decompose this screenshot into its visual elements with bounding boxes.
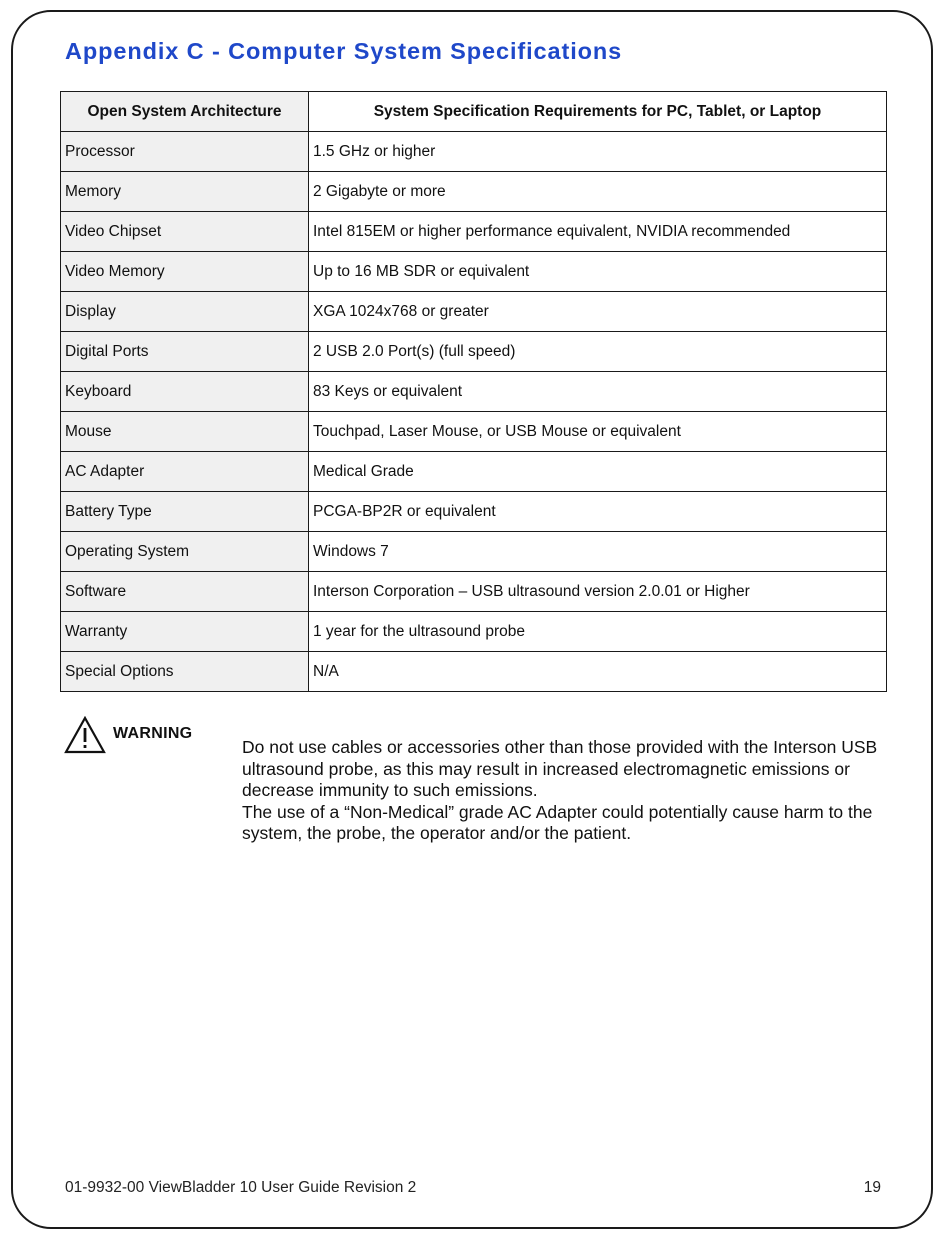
- spec-label: Processor: [61, 132, 309, 172]
- spec-value: Medical Grade: [309, 452, 887, 492]
- table-row: [61, 212, 887, 252]
- spec-label: Display: [61, 292, 309, 332]
- spec-label: Keyboard: [61, 372, 309, 412]
- table-row: [61, 372, 887, 412]
- table-row: [61, 412, 887, 452]
- table-row: [61, 172, 887, 212]
- column-header-requirements: System Specification Requirements for PC, Tablet, or Laptop: [309, 92, 887, 132]
- spec-label: Memory: [61, 172, 309, 212]
- spec-value: PCGA-BP2R or equivalent: [309, 492, 887, 532]
- spec-value: 1 year for the ultrasound probe: [309, 612, 887, 652]
- spec-value: XGA 1024x768 or greater: [309, 292, 887, 332]
- spec-label: AC Adapter: [61, 452, 309, 492]
- spec-label: Video Memory: [61, 252, 309, 292]
- spec-value: 1.5 GHz or higher: [309, 132, 887, 172]
- warning-label: WARNING: [113, 725, 193, 742]
- spec-label: Special Options: [61, 652, 309, 692]
- spec-label: Digital Ports: [61, 332, 309, 372]
- table-row: [61, 292, 887, 332]
- spec-value: 83 Keys or equivalent: [309, 372, 887, 412]
- page-title: Appendix C - Computer System Specifications: [65, 38, 623, 64]
- spec-value: Intel 815EM or higher performance equivalent, NVIDIA recommended: [309, 212, 887, 252]
- table-row: [61, 492, 887, 532]
- spec-value: Up to 16 MB SDR or equivalent: [309, 252, 887, 292]
- warning-text: [242, 737, 882, 845]
- warning-paragraph-cables: Do not use cables or accessories other than those provided with the Interson USB ultrasound probe, as this may result in increased electromagnetic emissions or decrease immunity to such emissions.: [242, 737, 878, 800]
- spec-label: Operating System: [61, 532, 309, 572]
- warning-triangle-icon: [64, 716, 106, 754]
- table-row: [61, 652, 887, 692]
- spec-label: Video Chipset: [61, 212, 309, 252]
- table-row: [61, 252, 887, 292]
- column-header-architecture: Open System Architecture: [61, 92, 309, 132]
- warning-paragraph-adapter: The use of a “Non-Medical” grade AC Adapter could potentially cause harm to the system, the probe, the operator and/or the patient.: [242, 801, 873, 843]
- table-row: [61, 332, 887, 372]
- spec-value: Interson Corporation – USB ultrasound version 2.0.01 or Higher: [309, 572, 887, 612]
- table-row: [61, 572, 887, 612]
- specifications-table: [60, 91, 887, 692]
- table-header-row: [61, 92, 887, 132]
- spec-label: Mouse: [61, 412, 309, 452]
- spec-value: 2 Gigabyte or more: [309, 172, 887, 212]
- table-row: [61, 132, 887, 172]
- table-row: [61, 452, 887, 492]
- footer-page-number: 19: [863, 1179, 881, 1196]
- footer-document-id: 01-9932-00 ViewBladder 10 User Guide Revision 2: [65, 1179, 417, 1196]
- spec-value: Windows 7: [309, 532, 887, 572]
- spec-value: N/A: [309, 652, 887, 692]
- table-row: [61, 532, 887, 572]
- spec-value: 2 USB 2.0 Port(s) (full speed): [309, 332, 887, 372]
- spec-label: Battery Type: [61, 492, 309, 532]
- table-row: [61, 612, 887, 652]
- spec-value: Touchpad, Laser Mouse, or USB Mouse or equivalent: [309, 412, 887, 452]
- spec-label: Warranty: [61, 612, 309, 652]
- spec-label: Software: [61, 572, 309, 612]
